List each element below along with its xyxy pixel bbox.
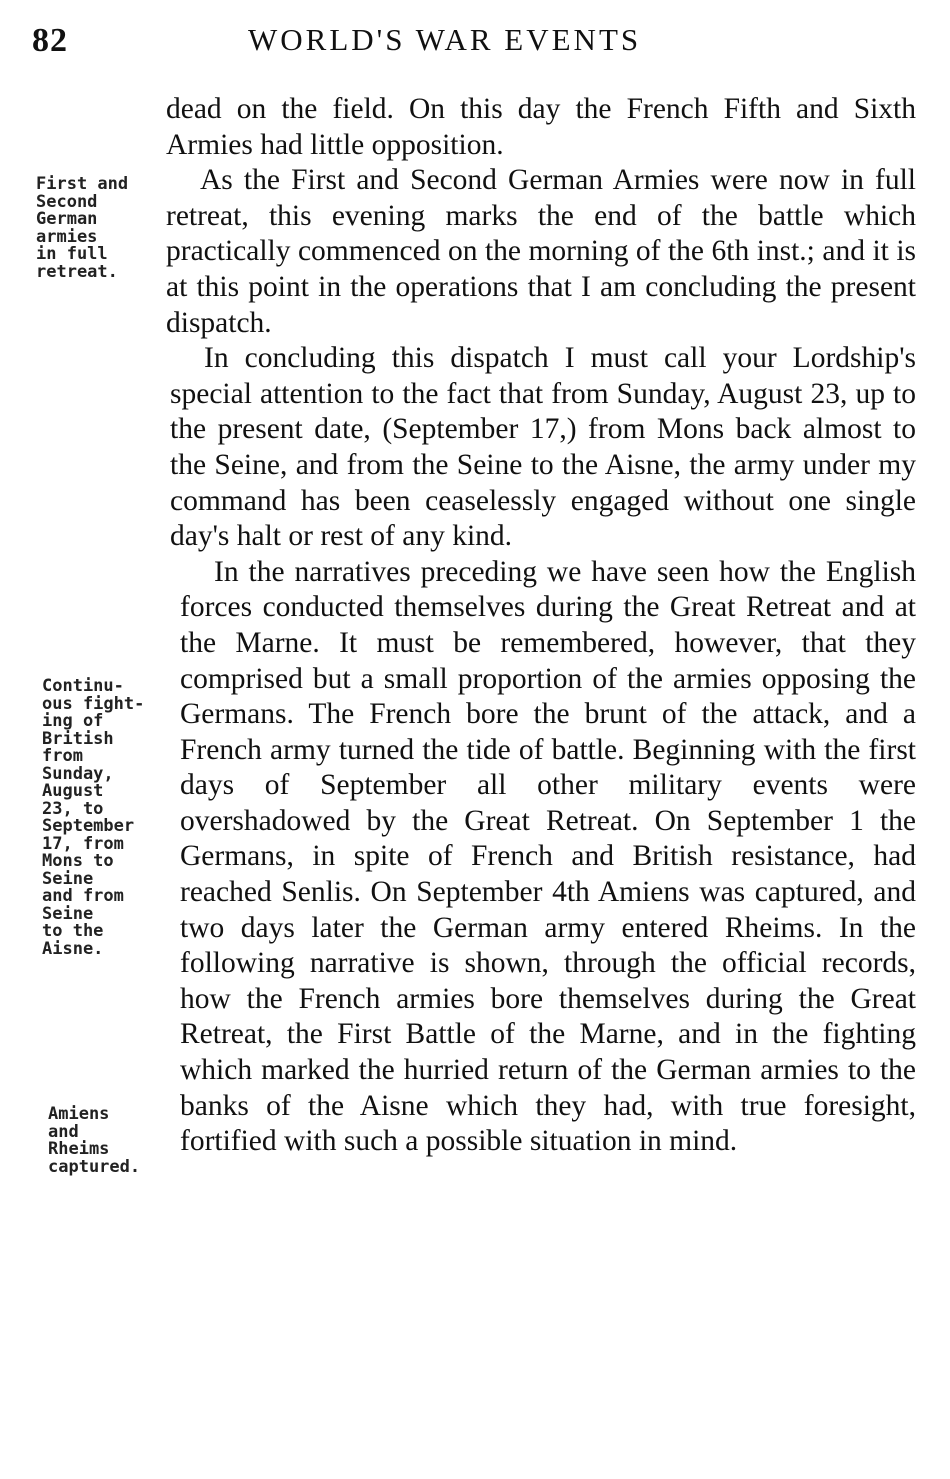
sidenote-amiens-rheims: Amiens and Rheims captured. <box>48 1104 141 1177</box>
page-header <box>32 22 912 70</box>
sidenote-german-retreat: First and Second German armies in full retreat. <box>36 174 129 282</box>
paragraph-narrative: In the narratives preceding we have seen how the English forces conducted themselves during the Great Retreat and at the Marne. It must be remembered, however, that they comprised but a small proportion of the armies opposing the Germans. The French bore the brunt of the attack, and a French army turned the tide of battle. Beginning with the first days of September all other military events were overshadowed by the Great Retreat. On September 1 the Germans, in spite of French and British resistance, had reached Senlis. On September 4th Amiens was captured, and two days later the German army entered Rheims. In the following narrative is shown, through the official records, how the French armies bore themselves during the Great Retreat, the First Battle of the Marne, and in the fighting which marked the hurried return of the German armies to the banks of the Aisne which they had, with true foresight, fortified with such a possible situation in mind. <box>180 555 916 1158</box>
running-title: WORLD'S WAR EVENTS <box>248 22 642 57</box>
sidenote-british-fighting: Continu- ous fight- ing of British from Sunday, August 23, to September 17, from Mons to Seine and from Seine to the Aisne. <box>42 676 145 959</box>
main-text <box>166 92 916 1160</box>
paragraph-dispatch-conclusion: In concluding this dispatch I must call your Lordship's special attention to the fact that from Sunday, August 23, up to the present date, (September 17,) from Mons back almost to the Seine, and from the Seine to the Aisne, the army under my command has been ceaselessly engaged without one single day's halt or rest of any kind. <box>170 342 916 553</box>
paragraph-continuation: dead on the field. On this day the French Fifth and Sixth Armies had little opposition. <box>166 93 916 161</box>
paragraph-retreat: As the First and Second German Armies were now in full retreat, this evening marks the end of the battle which practically commenced on the morning of the 6th inst.; and it is at this point in the operations that I am concluding the present dispatch. <box>166 164 916 339</box>
page-number: 82 <box>32 22 68 59</box>
